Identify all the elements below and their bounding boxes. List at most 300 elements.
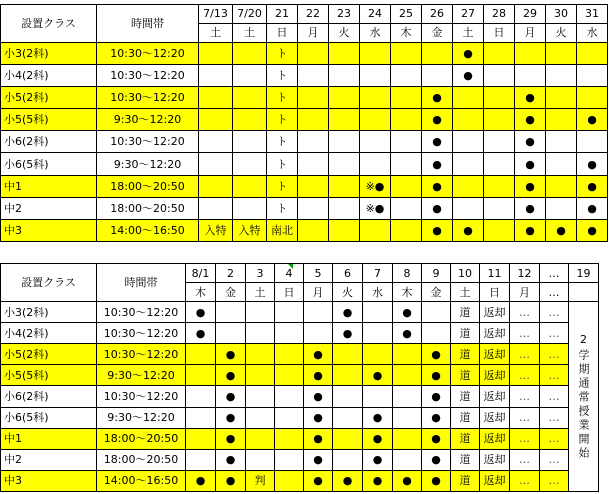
weekday-header: 火 [546, 23, 577, 42]
date-header: 31 [577, 5, 608, 24]
schedule-cell [391, 153, 422, 175]
schedule-cell: … [510, 365, 540, 386]
schedule-row [1, 407, 599, 428]
date-header: 5 [304, 264, 333, 283]
session-marker-cell: ● [333, 470, 363, 491]
schedule-cell: ト [267, 197, 298, 219]
schedule-cell [298, 109, 329, 131]
session-marker-cell: ● [393, 323, 422, 344]
weekday-header: 土 [453, 23, 484, 42]
schedule-cell [199, 197, 233, 219]
session-marker-cell: ● [577, 109, 608, 131]
schedule-cell: 入特 [233, 219, 267, 241]
time-slot-cell: 10:30～12:20 [97, 344, 186, 365]
schedule-cell [233, 87, 267, 109]
class-name-cell: 小6(2科) [1, 386, 97, 407]
session-marker-cell: ※● [360, 175, 391, 197]
schedule-cell [199, 87, 233, 109]
schedule-cell: 返却 [480, 470, 510, 491]
date-header: 9 [422, 264, 451, 283]
schedule-cell [233, 65, 267, 87]
schedule-cell: … [540, 407, 569, 428]
schedule-cell [577, 131, 608, 153]
schedule-cell [275, 428, 304, 449]
schedule-row [1, 386, 599, 407]
schedule-cell [515, 65, 546, 87]
class-name-cell: 中3 [1, 219, 97, 241]
schedule-cell [360, 65, 391, 87]
date-header: 2 [216, 264, 246, 283]
schedule-cell: 返却 [480, 407, 510, 428]
schedule-cell [484, 175, 515, 197]
session-marker-cell: ● [216, 449, 246, 470]
schedule-cell: … [510, 407, 540, 428]
schedule-cell: ト [267, 42, 298, 64]
schedule-cell [360, 131, 391, 153]
schedule-cell: ト [267, 109, 298, 131]
schedule-cell [546, 131, 577, 153]
weekday-header: 月 [510, 283, 540, 302]
schedule-cell [393, 344, 422, 365]
schedule-cell [246, 386, 275, 407]
schedule-cell [453, 87, 484, 109]
weekday-header: 木 [393, 283, 422, 302]
session-marker-cell: ● [393, 302, 422, 323]
schedule-cell [546, 197, 577, 219]
session-marker-cell: ● [422, 153, 453, 175]
weekday-header: 月 [298, 23, 329, 42]
schedule-cell: ト [267, 153, 298, 175]
schedule-row [1, 449, 599, 470]
weekday-header: 木 [391, 23, 422, 42]
session-marker-cell: ● [304, 386, 333, 407]
date-header: 8/1 [186, 264, 216, 283]
schedule-cell [186, 344, 216, 365]
weekday-header: 火 [333, 283, 363, 302]
session-marker-cell: ● [216, 407, 246, 428]
schedule-cell [329, 219, 360, 241]
weekday-header: 水 [360, 23, 391, 42]
session-marker-cell: ● [216, 344, 246, 365]
class-name-cell: 小5(2科) [1, 87, 97, 109]
schedule-cell [275, 407, 304, 428]
schedule-cell [186, 407, 216, 428]
schedule-cell [360, 219, 391, 241]
time-slot-cell: 10:30～12:20 [97, 131, 199, 153]
schedule-cell: 道 [451, 365, 480, 386]
schedule-cell [453, 109, 484, 131]
schedule-cell [360, 42, 391, 64]
schedule-cell [393, 365, 422, 386]
date-header: 21 [267, 5, 298, 24]
schedule-cell: 道 [451, 344, 480, 365]
schedule-cell [484, 197, 515, 219]
class-name-cell: 小5(5科) [1, 365, 97, 386]
class-header: 設置クラス [1, 264, 97, 302]
schedule-cell [360, 87, 391, 109]
schedule-cell: 判 [246, 470, 275, 491]
schedule-cell [393, 449, 422, 470]
weekday-header: 日 [480, 283, 510, 302]
schedule-cell [484, 87, 515, 109]
session-marker-cell: ● [422, 449, 451, 470]
time-slot-cell: 9:30～12:20 [97, 407, 186, 428]
schedule-cell [391, 197, 422, 219]
weekday-header: 土 [199, 23, 233, 42]
schedule-cell: 入特 [199, 219, 233, 241]
schedule-cell [186, 365, 216, 386]
schedule-cell: 道 [451, 323, 480, 344]
date-header: … [540, 264, 569, 283]
schedule-cell [199, 131, 233, 153]
schedule-row [1, 175, 608, 197]
session-marker-cell: ● [186, 470, 216, 491]
schedule-cell [329, 131, 360, 153]
schedule-cell [233, 153, 267, 175]
schedule-cell [393, 428, 422, 449]
schedule-cell: ト [267, 87, 298, 109]
session-marker-cell: ● [422, 470, 451, 491]
schedule-cell [484, 219, 515, 241]
schedule-row [1, 365, 599, 386]
class-name-cell: 小5(2科) [1, 344, 97, 365]
header-row [1, 264, 599, 283]
schedule-cell: … [510, 386, 540, 407]
class-name-cell: 小3(2科) [1, 302, 97, 323]
schedule-cell [329, 175, 360, 197]
schedule-cell [546, 42, 577, 64]
schedule-cell [329, 65, 360, 87]
date-header: 7 [363, 264, 393, 283]
time-slot-cell: 10:30～12:20 [97, 42, 199, 64]
session-marker-cell: ● [363, 449, 393, 470]
class-name-cell: 中1 [1, 428, 97, 449]
schedule-cell [186, 449, 216, 470]
schedule-cell [453, 175, 484, 197]
schedule-cell [333, 365, 363, 386]
session-marker-cell: ● [577, 153, 608, 175]
weekday-header: 月 [304, 283, 333, 302]
schedule-cell [363, 344, 393, 365]
schedule-cell [186, 386, 216, 407]
date-header: 4 [275, 264, 304, 283]
schedule-cell: … [540, 449, 569, 470]
session-marker-cell: ● [515, 87, 546, 109]
session-marker-cell: ● [422, 428, 451, 449]
schedule-cell: … [510, 302, 540, 323]
schedule-cell [363, 302, 393, 323]
class-name-cell: 小4(2科) [1, 65, 97, 87]
schedule-cell: 返却 [480, 302, 510, 323]
session-marker-cell: ● [422, 365, 451, 386]
date-header: 7/13 [199, 5, 233, 24]
schedule-cell: 道 [451, 428, 480, 449]
date-header: 12 [510, 264, 540, 283]
schedule-cell: ト [267, 175, 298, 197]
weekday-header: 火 [329, 23, 360, 42]
schedule-row [1, 323, 599, 344]
time-slot-cell: 9:30～12:20 [97, 153, 199, 175]
schedule-cell [275, 365, 304, 386]
session-marker-cell: ● [515, 175, 546, 197]
session-marker-cell: ● [515, 109, 546, 131]
session-marker-cell: ● [422, 219, 453, 241]
schedule-cell [329, 109, 360, 131]
time-slot-cell: 18:00～20:50 [97, 449, 186, 470]
schedule-cell [246, 449, 275, 470]
session-marker-cell: ● [422, 175, 453, 197]
schedule-row [1, 428, 599, 449]
session-marker-cell: ● [577, 197, 608, 219]
schedule-cell [298, 175, 329, 197]
session-marker-cell: ● [304, 428, 333, 449]
session-marker-cell: ● [422, 109, 453, 131]
session-marker-cell: ※● [360, 197, 391, 219]
time-slot-cell: 18:00～20:50 [97, 175, 199, 197]
session-marker-cell: ● [216, 428, 246, 449]
weekday-header: 木 [186, 283, 216, 302]
schedule-cell [453, 131, 484, 153]
schedule-cell: … [540, 386, 569, 407]
class-name-cell: 小6(5科) [1, 153, 97, 175]
schedule-row [1, 153, 608, 175]
schedule-cell: … [540, 323, 569, 344]
schedule-cell [391, 109, 422, 131]
session-marker-cell: ● [515, 131, 546, 153]
schedule-cell [391, 175, 422, 197]
schedule-row [1, 65, 608, 87]
session-marker-cell: ● [304, 344, 333, 365]
session-marker-cell: ● [304, 470, 333, 491]
time-header: 時間帯 [97, 5, 199, 43]
schedule-cell [484, 153, 515, 175]
time-slot-cell: 10:30～12:20 [97, 65, 199, 87]
schedule-cell [393, 386, 422, 407]
schedule-row [1, 344, 599, 365]
schedule-cell [216, 323, 246, 344]
schedule-row [1, 87, 608, 109]
session-marker-cell: ● [216, 365, 246, 386]
session-marker-cell: ● [577, 219, 608, 241]
schedule-cell [275, 386, 304, 407]
date-header: 10 [451, 264, 480, 283]
date-header: 24 [360, 5, 391, 24]
header-row [1, 5, 608, 24]
schedule-cell [333, 407, 363, 428]
schedule-cell [298, 87, 329, 109]
class-name-cell: 小4(2科) [1, 323, 97, 344]
schedule-cell [275, 449, 304, 470]
schedule-cell [298, 131, 329, 153]
weekday-header: 月 [515, 23, 546, 42]
time-slot-cell: 18:00～20:50 [97, 197, 199, 219]
schedule-cell [199, 153, 233, 175]
schedule-cell [484, 131, 515, 153]
schedule-cell [233, 197, 267, 219]
session-marker-cell: ● [422, 407, 451, 428]
date-header: 27 [453, 5, 484, 24]
session-marker-cell: ● [453, 65, 484, 87]
session-marker-cell: ● [304, 449, 333, 470]
schedule-cell [275, 302, 304, 323]
date-header: 7/20 [233, 5, 267, 24]
schedule-cell [298, 42, 329, 64]
session-marker-cell: ● [363, 407, 393, 428]
weekday-header: 金 [422, 283, 451, 302]
schedule-cell [233, 109, 267, 131]
schedule-cell [275, 323, 304, 344]
schedule-cell [186, 428, 216, 449]
session-marker-cell: ● [216, 386, 246, 407]
schedule-cell: … [540, 344, 569, 365]
schedule-cell [246, 407, 275, 428]
schedule-cell [333, 386, 363, 407]
schedule-cell: 道 [451, 470, 480, 491]
term-start-note: 2学期通常授業開始 [577, 332, 590, 461]
schedule-table-july [0, 4, 608, 242]
schedule-cell [233, 175, 267, 197]
session-marker-cell: ● [422, 87, 453, 109]
session-marker-cell: ● [515, 197, 546, 219]
schedule-cell [298, 219, 329, 241]
date-header: 11 [480, 264, 510, 283]
schedule-cell [391, 42, 422, 64]
weekday-header: … [540, 283, 569, 302]
schedule-cell [333, 428, 363, 449]
weekday-header: 土 [233, 23, 267, 42]
schedule-cell: … [540, 365, 569, 386]
term-start-note-cell [569, 302, 599, 492]
schedule-cell: 返却 [480, 386, 510, 407]
schedule-cell [393, 407, 422, 428]
schedule-cell [360, 153, 391, 175]
date-header: 28 [484, 5, 515, 24]
schedule-cell [546, 153, 577, 175]
schedule-cell [199, 175, 233, 197]
class-name-cell: 小5(5科) [1, 109, 97, 131]
schedule-cell: 返却 [480, 449, 510, 470]
schedule-row [1, 302, 599, 323]
schedule-cell [298, 153, 329, 175]
schedule-cell [233, 131, 267, 153]
schedule-cell [329, 153, 360, 175]
schedule-cell: ト [267, 131, 298, 153]
session-marker-cell: ● [363, 365, 393, 386]
schedule-cell: … [510, 323, 540, 344]
schedule-cell [216, 302, 246, 323]
weekday-header: 土 [451, 283, 480, 302]
session-marker-cell: ● [546, 219, 577, 241]
date-header: 19 [569, 264, 599, 283]
schedule-cell: 返却 [480, 365, 510, 386]
schedule-cell [391, 219, 422, 241]
weekday-header: 水 [363, 283, 393, 302]
schedule-cell [546, 175, 577, 197]
date-header: 25 [391, 5, 422, 24]
schedule-cell: 道 [451, 407, 480, 428]
date-header: 26 [422, 5, 453, 24]
schedule-cell [246, 323, 275, 344]
time-slot-cell: 9:30～12:20 [97, 365, 186, 386]
session-marker-cell: ● [515, 219, 546, 241]
session-marker-cell: ● [186, 302, 216, 323]
comment-marker-icon [288, 264, 293, 269]
schedule-cell [329, 42, 360, 64]
class-name-cell: 小6(2科) [1, 131, 97, 153]
class-name-cell: 中2 [1, 197, 97, 219]
schedule-row [1, 109, 608, 131]
schedule-cell [577, 87, 608, 109]
session-marker-cell: ● [422, 197, 453, 219]
schedule-cell [199, 65, 233, 87]
time-slot-cell: 10:30～12:20 [97, 323, 186, 344]
schedule-cell [363, 386, 393, 407]
session-marker-cell: ● [216, 470, 246, 491]
time-slot-cell: 10:30～12:20 [97, 386, 186, 407]
schedule-cell: ト [267, 65, 298, 87]
weekday-header: 日 [267, 23, 298, 42]
schedule-cell [333, 344, 363, 365]
schedule-row [1, 131, 608, 153]
session-marker-cell: ● [515, 153, 546, 175]
schedule-cell: … [510, 470, 540, 491]
schedule-row [1, 42, 608, 64]
weekday-header: 金 [216, 283, 246, 302]
schedule-cell: 返却 [480, 323, 510, 344]
session-marker-cell: ● [304, 365, 333, 386]
time-slot-cell: 9:30～12:20 [97, 109, 199, 131]
schedule-cell [199, 109, 233, 131]
schedule-cell [329, 87, 360, 109]
schedule-cell [246, 344, 275, 365]
class-name-cell: 中2 [1, 449, 97, 470]
session-marker-cell: ● [453, 219, 484, 241]
time-slot-cell: 10:30～12:20 [97, 87, 199, 109]
schedule-cell [246, 365, 275, 386]
session-marker-cell: ● [577, 175, 608, 197]
weekday-header: 水 [577, 23, 608, 42]
schedule-cell: … [540, 470, 569, 491]
time-slot-cell: 18:00～20:50 [97, 428, 186, 449]
schedule-cell [422, 302, 451, 323]
session-marker-cell: ● [393, 470, 422, 491]
schedule-cell [391, 131, 422, 153]
schedule-cell [577, 65, 608, 87]
schedule-cell: 南北 [267, 219, 298, 241]
time-slot-cell: 10:30～12:20 [97, 302, 186, 323]
class-name-cell: 中3 [1, 470, 97, 491]
schedule-cell [453, 197, 484, 219]
schedule-cell [453, 153, 484, 175]
schedule-cell [360, 109, 391, 131]
schedule-cell [333, 449, 363, 470]
schedule-cell: 道 [451, 449, 480, 470]
session-marker-cell: ● [363, 428, 393, 449]
time-slot-cell: 14:00～16:50 [97, 470, 186, 491]
date-header: 3 [246, 264, 275, 283]
schedule-cell [515, 42, 546, 64]
weekday-header: 金 [422, 23, 453, 42]
schedule-cell: 道 [451, 386, 480, 407]
schedule-cell: 返却 [480, 428, 510, 449]
schedule-cell [329, 197, 360, 219]
weekday-header: 土 [246, 283, 275, 302]
schedule-cell [363, 323, 393, 344]
class-name-cell: 小6(5科) [1, 407, 97, 428]
schedule-cell [391, 65, 422, 87]
schedule-cell: 道 [451, 302, 480, 323]
class-header: 設置クラス [1, 5, 97, 43]
